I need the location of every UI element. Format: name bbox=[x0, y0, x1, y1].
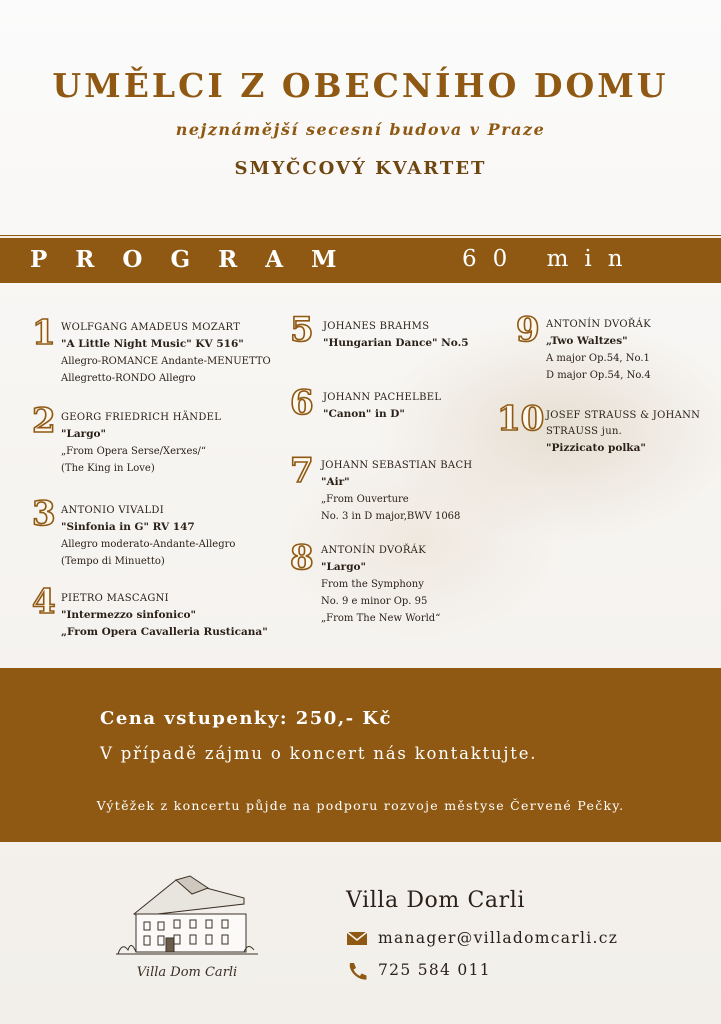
composer: PIETRO MASCAGNI bbox=[61, 593, 169, 604]
program-label: PROGRAM bbox=[30, 246, 365, 273]
composer: ANTONIO VIVALDI bbox=[61, 505, 164, 516]
work-title: „From Opera Cavalleria Rusticana" bbox=[61, 626, 268, 638]
work-detail: Allegro moderato-Andante-Allegro bbox=[61, 539, 236, 550]
item-number: 4 bbox=[32, 582, 56, 622]
page-subtitle: nejznámější secesní budova v Praze bbox=[175, 120, 546, 139]
email-row[interactable] bbox=[346, 929, 618, 947]
logo-script: Villa Dom Carli bbox=[136, 965, 238, 980]
item-number: 2 bbox=[32, 401, 56, 441]
proceeds-note: Výtěžek z koncertu půjde na podporu rozvoje městyse Červené Pečky. bbox=[96, 798, 625, 813]
work-detail: D major Op.54, No.4 bbox=[546, 370, 651, 381]
work-detail: A major Op.54, No.1 bbox=[546, 353, 650, 364]
contact-prompt: V případě zájmu o koncert nás kontaktujte. bbox=[100, 744, 538, 763]
work-title: "Intermezzo sinfonico" bbox=[61, 609, 196, 621]
phone-row[interactable] bbox=[346, 961, 491, 979]
work-title: "Air" bbox=[321, 476, 350, 488]
work-detail: From the Symphony bbox=[321, 579, 424, 590]
work-title: "A Little Night Music" KV 516" bbox=[61, 338, 244, 350]
composer: STRAUSS jun. bbox=[546, 426, 623, 437]
composer: ANTONÍN DVOŘÁK bbox=[546, 319, 651, 330]
composer: JOHANN SEBASTIAN BACH bbox=[321, 460, 473, 471]
phone-number[interactable]: 725 584 011 bbox=[378, 961, 491, 979]
program-bar bbox=[0, 236, 721, 282]
work-title: "Pizzicato polka" bbox=[546, 442, 646, 454]
villa-logo bbox=[112, 874, 262, 989]
phone-icon bbox=[346, 961, 368, 979]
composer: ANTONÍN DVOŘÁK bbox=[321, 545, 426, 556]
item-number: 1 bbox=[32, 313, 56, 353]
item-number: 8 bbox=[290, 538, 314, 578]
composer: JOHANN PACHELBEL bbox=[323, 392, 442, 403]
composer: WOLFGANG AMADEUS MOZART bbox=[61, 322, 241, 333]
item-number: 10 bbox=[497, 399, 545, 439]
program-duration: 60 min bbox=[462, 246, 639, 272]
work-detail: „From The New World“ bbox=[321, 613, 441, 624]
work-title: "Hungarian Dance" No.5 bbox=[323, 337, 469, 349]
ensemble-name: SMYČCOVÝ KVARTET bbox=[234, 158, 487, 179]
composer: GEORG FRIEDRICH HÄNDEL bbox=[61, 412, 222, 423]
work-detail: No. 3 in D major,BWV 1068 bbox=[321, 511, 461, 522]
work-title: "Sinfonia in G" RV 147 bbox=[61, 521, 195, 533]
composer: JOSEF STRAUSS & JOHANN bbox=[546, 410, 701, 421]
item-number: 7 bbox=[290, 451, 314, 491]
page-title: UMĚLCI Z OBECNÍHO DOMU bbox=[52, 66, 669, 105]
work-detail: No. 9 e minor Op. 95 bbox=[321, 596, 428, 607]
item-number: 6 bbox=[290, 383, 314, 423]
work-detail: Allegretto-RONDO Allegro bbox=[61, 373, 196, 384]
ticket-price: Cena vstupenky: 250,- Kč bbox=[100, 708, 392, 729]
venue-name: Villa Dom Carli bbox=[346, 888, 525, 913]
price-band bbox=[0, 668, 721, 842]
item-number: 9 bbox=[516, 310, 540, 350]
work-detail: (Tempo di Minuetto) bbox=[61, 556, 165, 567]
work-detail: Allegro-ROMANCE Andante-MENUETTO bbox=[61, 356, 271, 367]
work-title: „Two Waltzes" bbox=[546, 335, 628, 347]
envelope-icon bbox=[346, 929, 368, 947]
item-number: 3 bbox=[32, 494, 56, 534]
work-detail: „From Ouverture bbox=[321, 494, 409, 505]
work-title: "Canon" in D" bbox=[323, 408, 405, 420]
work-detail: (The King in Love) bbox=[61, 463, 155, 474]
composer: JOHANES BRAHMS bbox=[323, 321, 430, 332]
item-number: 5 bbox=[290, 310, 314, 350]
work-title: "Largo" bbox=[61, 428, 107, 440]
work-detail: „From Opera Serse/Xerxes/“ bbox=[61, 446, 206, 457]
work-title: "Largo" bbox=[321, 561, 367, 573]
email-address[interactable]: manager@villadomcarli.cz bbox=[378, 929, 619, 947]
